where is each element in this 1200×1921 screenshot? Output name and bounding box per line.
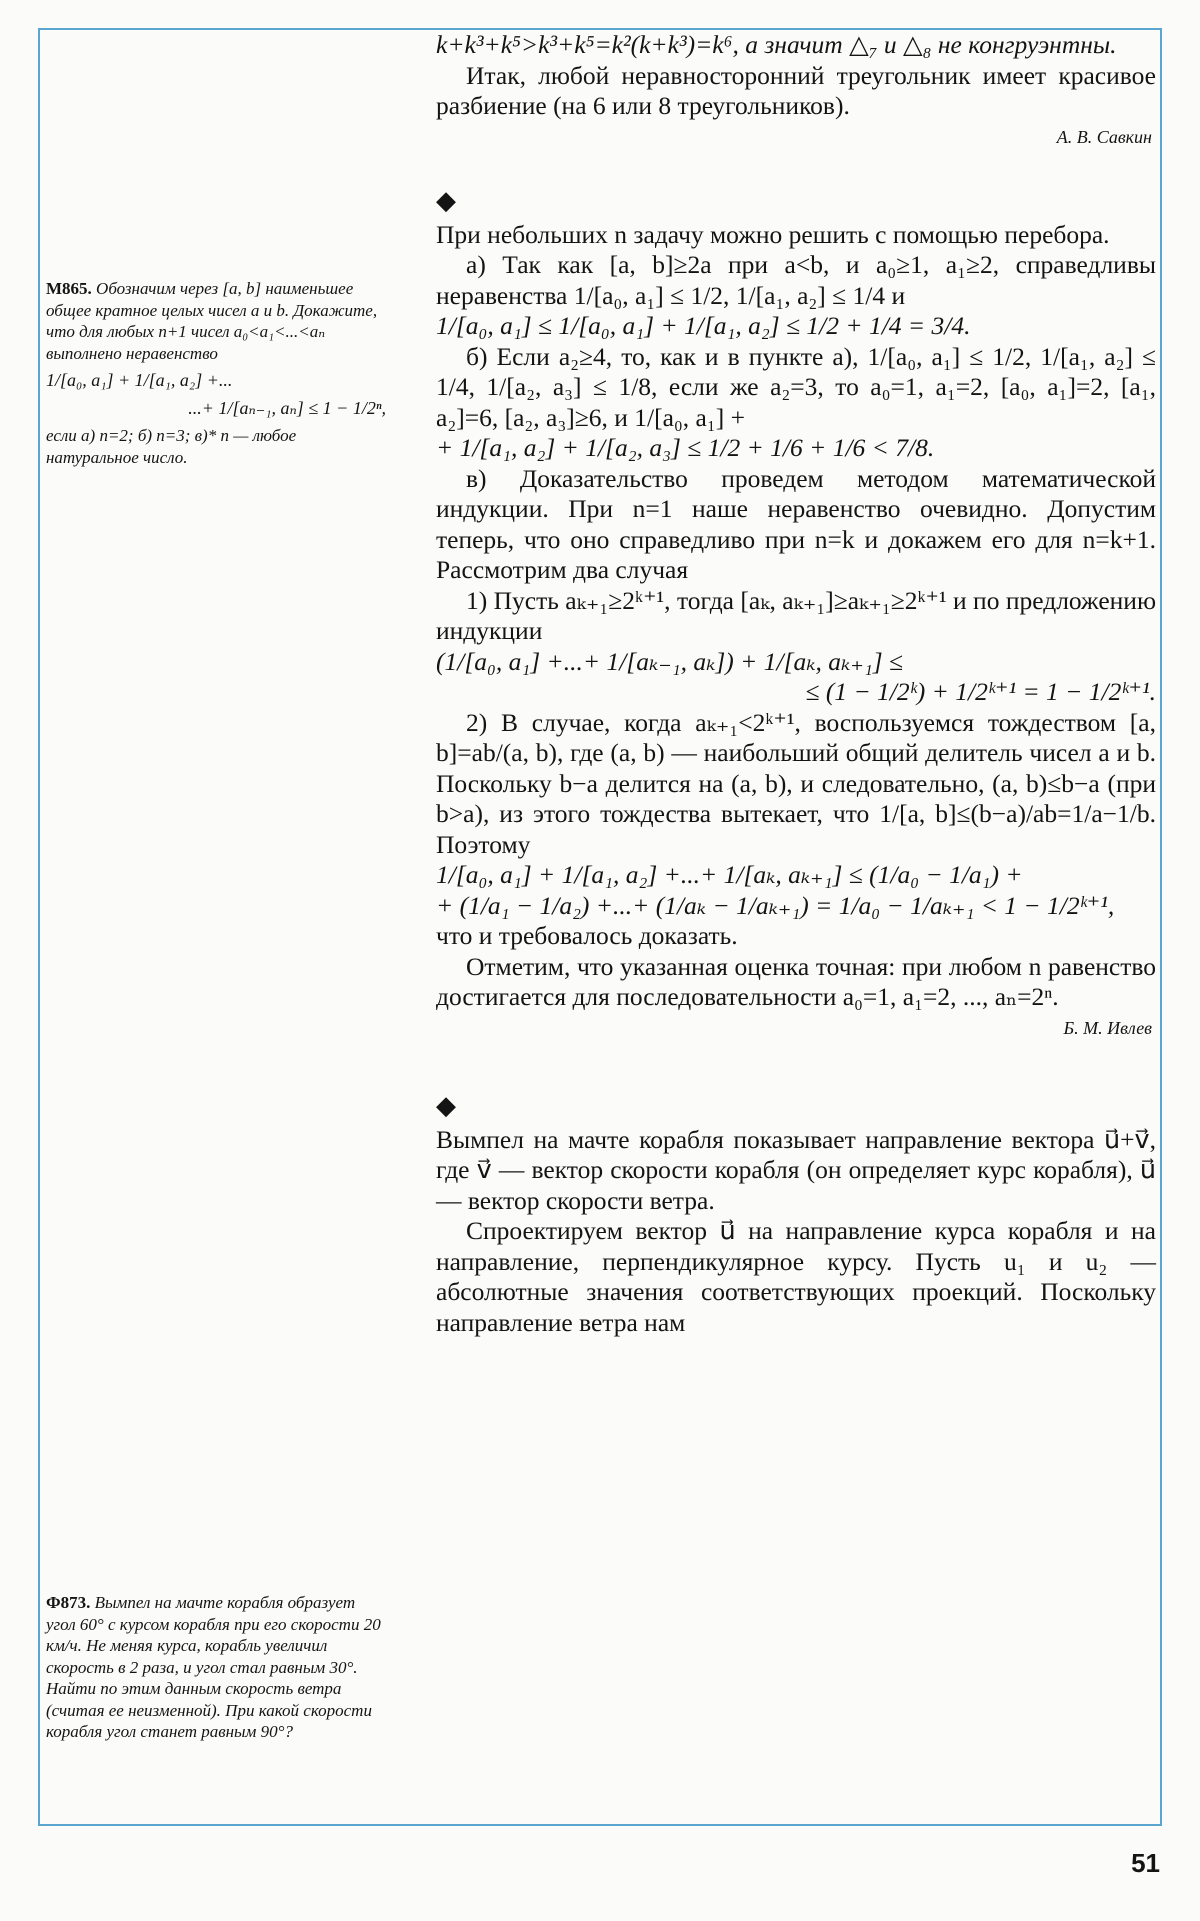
m865-formula-a: 1/[a₀, a₁] ≤ 1/[a₀, a₁] + 1/[a₁, a₂] ≤ 1/2 + 1/4 = 3/4. — [436, 311, 971, 340]
m865-formula-d1: 1/[a₀, a₁] + 1/[a₁, a₂] +...+ 1/[aₖ, aₖ₊₁] ≤ (1/a₀ − 1/a₁) + — [436, 860, 1023, 889]
m865-part-a: а) Так как [a, b]≥2a при a<b, и a₀≥1, a₁≥2, справедливы неравенства 1/[a₀, a₁] ≤ 1/2, 1/[a₁, a₂] ≤ 1/4 и — [436, 250, 1156, 310]
top-line-1: k+k³+k⁵>k³+k⁵=k²(k+k³)=k⁶, а значит △₇ и △₈ не конгруэнтны. — [436, 30, 1117, 59]
m865-intro: При небольших n задачу можно решить с помощью перебора. — [436, 219, 1110, 249]
sidebar-problem-f873 — [46, 1592, 386, 1743]
problem-formula-m865-2: ...+ 1/[aₙ₋₁, aₙ] ≤ 1 − 1/2ⁿ, — [188, 397, 386, 418]
main-column — [436, 30, 1156, 1338]
m865-formula-b: + 1/[a₁, a₂] + 1/[a₂, a₃] ≤ 1/2 + 1/6 + 1/6 < 7/8. — [436, 433, 935, 462]
problem-conditions-m865: если а) n=2; б) n=3; в)* n — любое натуральное число. — [46, 426, 297, 467]
m865-part-c: в) Доказательство проведем методом математической индукции. При n=1 наше неравенство очевидно. Допустим теперь, что оно справедливо при n=k и докажем его для n=k+1. Рассмотрим два случая — [436, 463, 1156, 584]
top-line-2: Итак, любой неравносторонний треугольник имеет красивое разбиение (на 6 или 8 треугольников). — [436, 60, 1156, 120]
m865-formula-d2: + (1/a₁ − 1/a₂) +...+ (1/aₖ − 1/aₖ₊₁) = 1/a₀ − 1/aₖ₊₁ < 1 − 1/2ᵏ⁺¹, — [436, 890, 1115, 920]
diamond-marker-m865: ◆ — [436, 185, 456, 215]
m865-case-2: 2) В случае, когда aₖ₊₁<2ᵏ⁺¹, воспользуемся тождеством [a, b]=ab/(a, b), где (a, b) — наибольший общий делитель чисел a и b. Поскольку b−a делится на (a, b), и следовательно, (a, b)≤b−a (при b>a), из этого тождества вытекает, что 1/[a, b]≤(b−a)/ab=1/a−1/b. Поэтому — [436, 707, 1156, 859]
m865-note: Отметим, что указанная оценка точная: при любом n равенство достигается для последовательности a₀=1, a₁=2, ..., aₙ=2ⁿ. — [436, 951, 1156, 1011]
problem-tag-m865: М865. — [46, 279, 92, 298]
f873-paragraph-1: Вымпел на мачте корабля показывает направление вектора u⃗+v⃗, где v⃗ — вектор скорости корабля (он определяет курс корабля), u⃗ — вектор скорости ветра. — [436, 1124, 1156, 1215]
problem-tag-f873: Ф873. — [46, 1593, 91, 1612]
problem-text-f873: Вымпел на мачте корабля образует угол 60° с курсом корабля при его скорости 20 км/ч. Не меняя курса, корабль увеличил скорость в 2 раза, и угол стал равным 30°. Найти по этим данным скорость ветра (считая ее неизменной). При какой скорости корабля угол станет равным 90°? — [46, 1593, 381, 1741]
sidebar-problem-m865 — [46, 278, 386, 468]
m865-part-b: б) Если a₂≥4, то, как и в пункте а), 1/[a₀, a₁] ≤ 1/2, 1/[a₁, a₂] ≤ 1/4, 1/[a₂, a₃] ≤ 1/8, если же a₂=3, то a₀=1, a₁=2, [a₀, a₁]=2, [a₁, a₂]=6, [a₂, a₃]≥6, и 1/[a₀, a₁] + — [436, 341, 1156, 432]
page-number: 51 — [1131, 1848, 1160, 1878]
problem-text-m865: Обозначим через [a, b] наименьшее общее кратное целых чисел a и b. Докажите, что для любых n+1 чисел a₀<a₁<...<aₙ выполнено неравенство — [46, 279, 378, 363]
problem-formula-m865-1: 1/[a₀, a₁] + 1/[a₁, a₂] +... — [46, 370, 233, 390]
m865-formula-c1: (1/[a₀, a₁] +...+ 1/[aₖ₋₁, aₖ]) + 1/[aₖ, aₖ₊₁] ≤ — [436, 646, 903, 676]
m865-case-1: 1) Пусть aₖ₊₁≥2ᵏ⁺¹, тогда [aₖ, aₖ₊₁]≥aₖ₊₁≥2ᵏ⁺¹ и по предложению индукции — [436, 585, 1156, 645]
f873-paragraph-2: Спроектируем вектор u⃗ на направление курса корабля и на направление, перпендикулярное курсу. Пусть u₁ и u₂ — абсолютные значения соответствующих проекций. Поскольку направление ветра нам — [436, 1216, 1156, 1337]
m865-formula-c2: ≤ (1 − 1/2ᵏ) + 1/2ᵏ⁺¹ = 1 − 1/2ᵏ⁺¹. — [805, 677, 1156, 706]
diamond-marker-f873: ◆ — [436, 1090, 456, 1120]
signature-ivlev: Б. М. Ивлев — [1063, 1017, 1152, 1038]
signature-savkin: А. В. Савкин — [1056, 126, 1152, 147]
m865-qed: что и требовалось доказать. — [436, 921, 738, 950]
